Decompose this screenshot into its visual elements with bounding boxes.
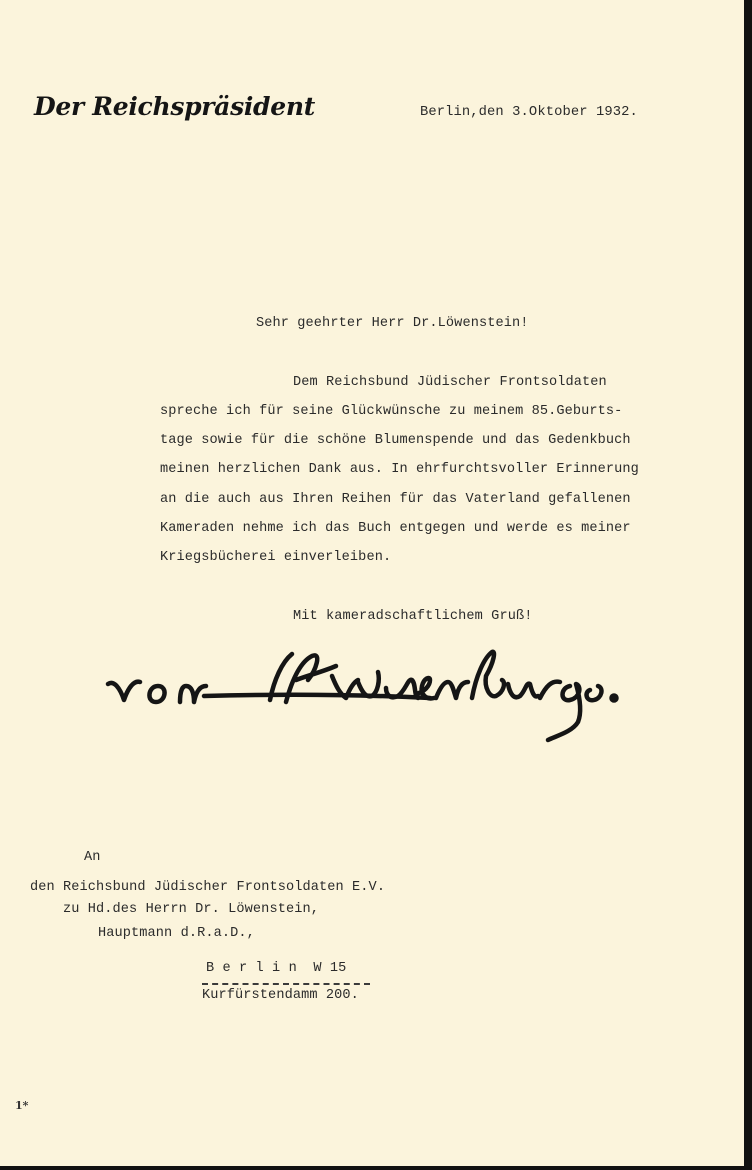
- body-line: Kameraden nehme ich das Buch entgegen und werde es meiner: [160, 521, 631, 536]
- body-line: an die auch aus Ihren Reihen für das Vaterland gefallenen: [160, 492, 631, 507]
- body-line: meinen herzlichen Dank aus. In ehrfurchtsvoller Erinnerung: [160, 462, 639, 477]
- address-line: zu Hd.des Herrn Dr. Löwenstein,: [63, 902, 319, 917]
- body-line: spreche ich für seine Glückwünsche zu meinem 85.Geburts-: [160, 404, 623, 419]
- scan-edge: [0, 1166, 752, 1170]
- address-an: An: [84, 850, 101, 865]
- page-mark: 1*: [15, 1099, 29, 1112]
- body-line: tage sowie für die schöne Blumenspende und das Gedenkbuch: [160, 433, 631, 448]
- body-line: Kriegsbücherei einverleiben.: [160, 550, 392, 565]
- letterhead: Der Reichspräsident: [34, 92, 315, 121]
- address-line: Hauptmann d.R.a.D.,: [98, 926, 255, 941]
- address-line: den Reichsbund Jüdischer Frontsoldaten E.V.: [30, 880, 386, 895]
- salutation: Sehr geehrter Herr Dr.Löwenstein!: [256, 316, 529, 331]
- closing: Mit kameradschaftlichem Gruß!: [293, 609, 533, 624]
- handwritten-signature: [100, 636, 700, 756]
- address-city: B e r l i n W 15: [206, 961, 347, 976]
- address-street: Kurfürstendamm 200.: [202, 988, 359, 1003]
- letter-date: Berlin,den 3.Oktober 1932.: [420, 105, 638, 120]
- dashed-underline: [202, 983, 370, 985]
- scan-edge: [744, 0, 752, 1170]
- body-line: Dem Reichsbund Jüdischer Frontsoldaten: [293, 375, 607, 390]
